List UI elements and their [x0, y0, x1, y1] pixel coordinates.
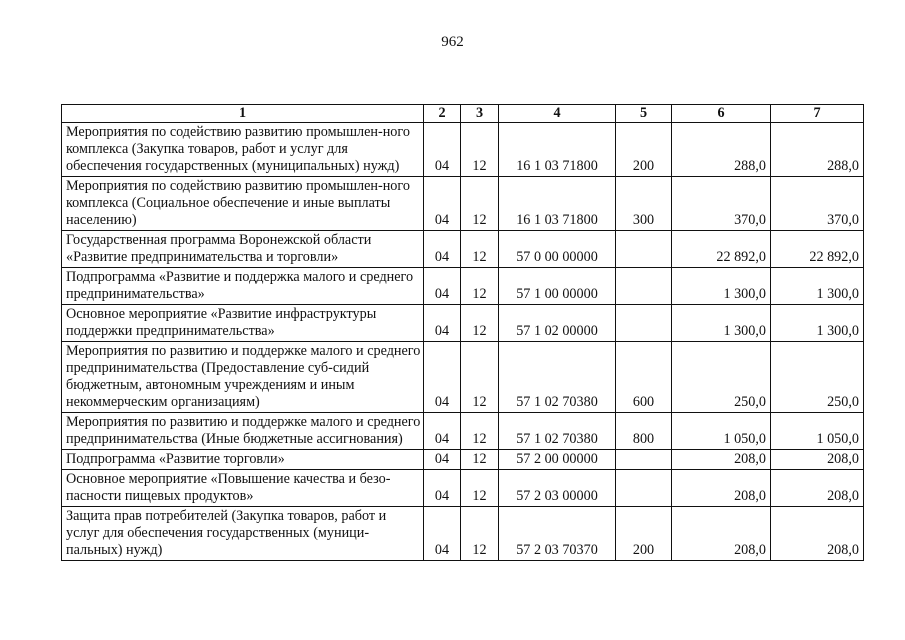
row-section: 04: [424, 413, 461, 450]
row-target-code: 57 0 00 00000: [499, 231, 616, 268]
row-subsection: 12: [461, 470, 499, 507]
row-expense-type: [616, 231, 672, 268]
row-expense-type: 800: [616, 413, 672, 450]
row-section: 04: [424, 450, 461, 470]
row-expense-type: 200: [616, 123, 672, 177]
row-amount-6: 1 300,0: [672, 305, 771, 342]
row-amount-6: 1 300,0: [672, 268, 771, 305]
table-row: [62, 342, 864, 413]
row-name: Подпрограмма «Развитие торговли»: [62, 450, 424, 470]
row-name: Основное мероприятие «Развитие инфраструктуры поддержки предпринимательства»: [62, 305, 424, 342]
row-name: Мероприятия по развитию и поддержке малого и среднего предпринимательства (Иные бюджетные ассигнования): [62, 413, 424, 450]
row-subsection: 12: [461, 268, 499, 305]
budget-table: [61, 104, 864, 561]
row-section: 04: [424, 305, 461, 342]
row-name: Подпрограмма «Развитие и поддержка малого и среднего предпринимательства»: [62, 268, 424, 305]
row-subsection: 12: [461, 413, 499, 450]
row-subsection: 12: [461, 177, 499, 231]
row-section: 04: [424, 123, 461, 177]
row-amount-7: 1 300,0: [771, 305, 864, 342]
row-section: 04: [424, 470, 461, 507]
header-col-7: 7: [771, 105, 864, 123]
row-section: 04: [424, 342, 461, 413]
row-subsection: 12: [461, 305, 499, 342]
row-amount-7: 250,0: [771, 342, 864, 413]
row-target-code: 57 1 02 00000: [499, 305, 616, 342]
row-subsection: 12: [461, 231, 499, 268]
row-amount-6: 250,0: [672, 342, 771, 413]
row-target-code: 57 2 03 70370: [499, 507, 616, 561]
row-section: 04: [424, 231, 461, 268]
table-row: [62, 470, 864, 507]
row-section: 04: [424, 268, 461, 305]
row-name: Мероприятия по содействию развитию промышлен-ного комплекса (Закупка товаров, работ и услуг для обеспечения государственных (муниципальных) нужд): [62, 123, 424, 177]
row-target-code: 16 1 03 71800: [499, 123, 616, 177]
row-section: 04: [424, 177, 461, 231]
row-subsection: 12: [461, 507, 499, 561]
row-expense-type: [616, 305, 672, 342]
row-expense-type: [616, 450, 672, 470]
table-row: [62, 450, 864, 470]
table-row: [62, 413, 864, 450]
row-expense-type: 200: [616, 507, 672, 561]
row-target-code: 57 1 02 70380: [499, 342, 616, 413]
row-amount-7: 288,0: [771, 123, 864, 177]
table-row: [62, 305, 864, 342]
table-row: [62, 268, 864, 305]
row-target-code: 57 2 00 00000: [499, 450, 616, 470]
table-row: [62, 507, 864, 561]
row-target-code: 57 1 02 70380: [499, 413, 616, 450]
header-col-6: 6: [672, 105, 771, 123]
row-amount-7: 208,0: [771, 450, 864, 470]
row-name: Государственная программа Воронежской области «Развитие предпринимательства и торговли»: [62, 231, 424, 268]
row-name: Мероприятия по развитию и поддержке малого и среднего предпринимательства (Предоставление суб-сидий бюджетным, автономным учреждениям и иным некоммерческим организациям): [62, 342, 424, 413]
row-amount-7: 208,0: [771, 507, 864, 561]
table-header-row: [62, 105, 864, 123]
row-amount-7: 22 892,0: [771, 231, 864, 268]
row-name: Защита прав потребителей (Закупка товаров, работ и услуг для обеспечения государственных (муници-пальных) нужд): [62, 507, 424, 561]
row-amount-6: 208,0: [672, 507, 771, 561]
row-amount-7: 1 050,0: [771, 413, 864, 450]
row-subsection: 12: [461, 450, 499, 470]
header-col-5: 5: [616, 105, 672, 123]
row-amount-6: 1 050,0: [672, 413, 771, 450]
row-amount-6: 208,0: [672, 470, 771, 507]
row-amount-7: 370,0: [771, 177, 864, 231]
row-target-code: 57 1 00 00000: [499, 268, 616, 305]
header-col-3: 3: [461, 105, 499, 123]
header-col-4: 4: [499, 105, 616, 123]
row-amount-6: 22 892,0: [672, 231, 771, 268]
row-target-code: 16 1 03 71800: [499, 177, 616, 231]
row-subsection: 12: [461, 123, 499, 177]
page-number: 962: [441, 34, 464, 50]
row-expense-type: 600: [616, 342, 672, 413]
row-amount-6: 208,0: [672, 450, 771, 470]
row-name: Мероприятия по содействию развитию промышлен-ного комплекса (Социальное обеспечение и иные выплаты населению): [62, 177, 424, 231]
header-col-1: 1: [62, 105, 424, 123]
row-section: 04: [424, 507, 461, 561]
row-amount-7: 208,0: [771, 470, 864, 507]
row-expense-type: 300: [616, 177, 672, 231]
header-col-2: 2: [424, 105, 461, 123]
row-expense-type: [616, 268, 672, 305]
table-row: [62, 123, 864, 177]
row-name: Основное мероприятие «Повышение качества и безо-пасности пищевых продуктов»: [62, 470, 424, 507]
row-amount-7: 1 300,0: [771, 268, 864, 305]
row-amount-6: 288,0: [672, 123, 771, 177]
row-amount-6: 370,0: [672, 177, 771, 231]
row-subsection: 12: [461, 342, 499, 413]
row-target-code: 57 2 03 00000: [499, 470, 616, 507]
table-row: [62, 177, 864, 231]
table-row: [62, 231, 864, 268]
row-expense-type: [616, 470, 672, 507]
